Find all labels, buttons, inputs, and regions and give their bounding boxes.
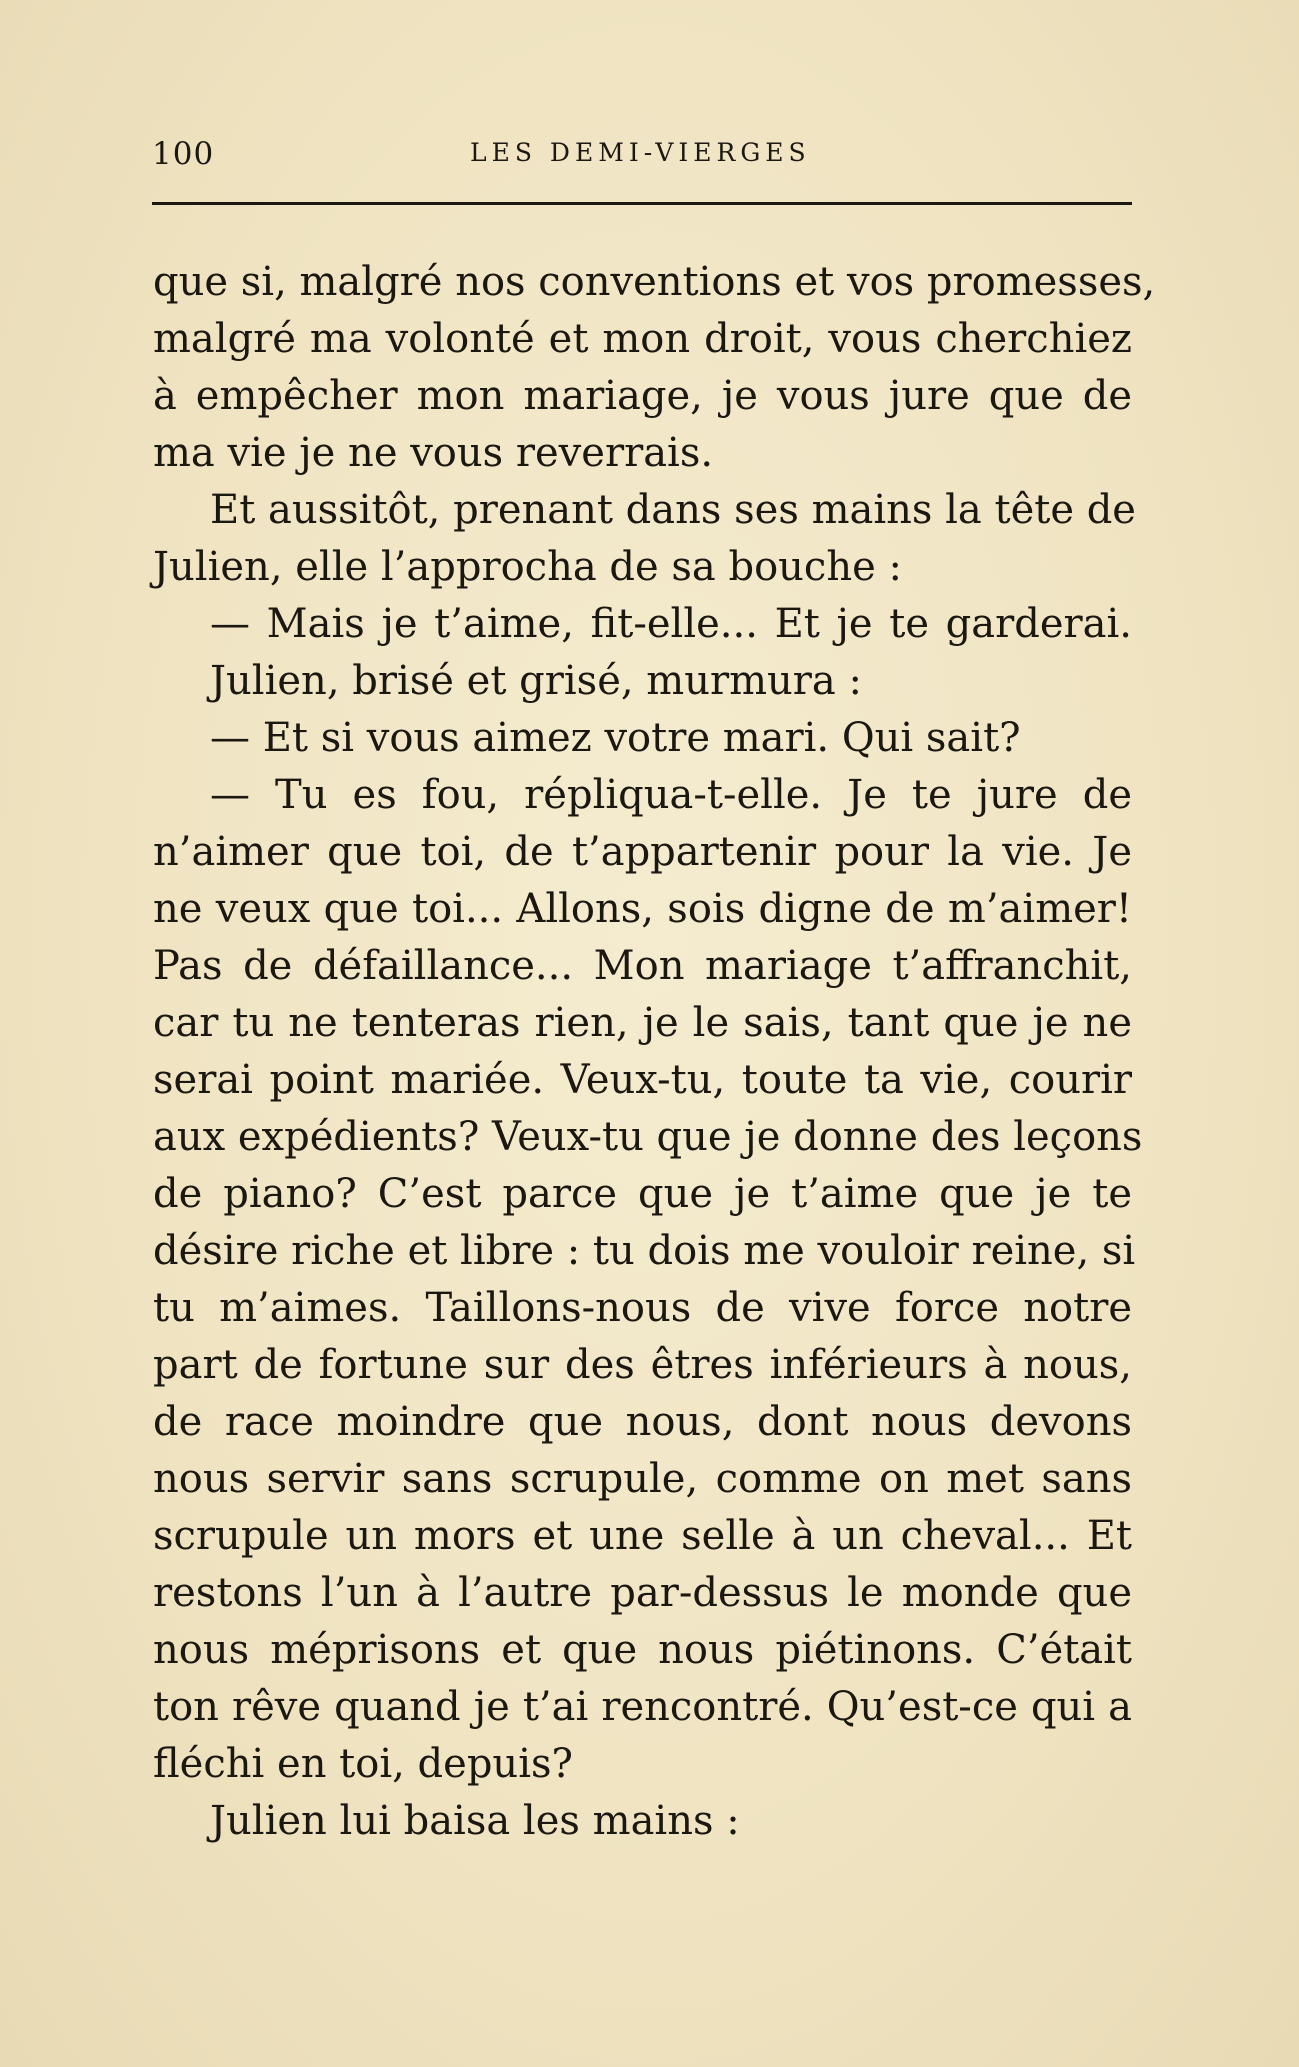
text-line: fléchi en toi, depuis? [153, 1741, 573, 1787]
text-line: car tu ne tenteras rien, je le sais, tant que je ne [153, 1000, 1132, 1046]
text-line: Pas de défaillance... Mon mariage t’affranchit, [153, 943, 1132, 989]
header-rule [152, 202, 1132, 205]
body-text [153, 254, 1156, 1850]
text-line: scrupule un mors et une selle à un cheval... Et [153, 1513, 1132, 1559]
text-line: désire riche et libre : tu dois me vouloir reine, si [153, 1228, 1136, 1274]
text-line: — Tu es fou, répliqua-t-elle. Je te jure de [210, 772, 1132, 818]
text-line: ton rêve quand je t’ai rencontré. Qu’est-ce qui a [153, 1684, 1132, 1730]
text-line: Julien, brisé et grisé, murmura : [210, 658, 862, 704]
text-line: Julien, elle l’approcha de sa bouche : [153, 544, 902, 590]
book-title: LES DEMI-VIERGES [470, 138, 811, 167]
running-head [152, 136, 1132, 184]
text-line: aux expédients? Veux-tu que je donne des leçons [153, 1114, 1143, 1160]
text-line: part de fortune sur des êtres inférieurs à nous, [153, 1342, 1132, 1388]
text-line: à empêcher mon mariage, je vous jure que de [153, 373, 1132, 419]
text-line: serai point mariée. Veux-tu, toute ta vie, courir [153, 1057, 1132, 1103]
text-line: de race moindre que nous, dont nous devons [153, 1399, 1132, 1445]
text-line: Julien lui baisa les mains : [210, 1798, 740, 1844]
text-line: Et aussitôt, prenant dans ses mains la tête de [210, 487, 1136, 533]
text-line: malgré ma volonté et mon droit, vous cherchiez [153, 316, 1132, 362]
text-line: de piano? C’est parce que je t’aime que je te [153, 1171, 1132, 1217]
text-line: — Et si vous aimez votre mari. Qui sait? [210, 715, 1021, 761]
text-line: nous méprisons et que nous piétinons. C’était [153, 1627, 1132, 1673]
text-line: n’aimer que toi, de t’appartenir pour la vie. Je [153, 829, 1132, 875]
page-number: 100 [152, 136, 215, 172]
text-line: ne veux que toi... Allons, sois digne de m’aimer! [153, 886, 1132, 932]
text-line: ma vie je ne vous reverrais. [153, 430, 714, 476]
text-line: restons l’un à l’autre par-dessus le monde que [153, 1570, 1132, 1616]
text-line: que si, malgré nos conventions et vos promesses, [153, 259, 1156, 305]
text-line: nous servir sans scrupule, comme on met sans [153, 1456, 1132, 1502]
text-line: tu m’aimes. Taillons-nous de vive force notre [153, 1285, 1132, 1331]
text-line: — Mais je t’aime, fit-elle... Et je te garderai. [210, 601, 1132, 647]
